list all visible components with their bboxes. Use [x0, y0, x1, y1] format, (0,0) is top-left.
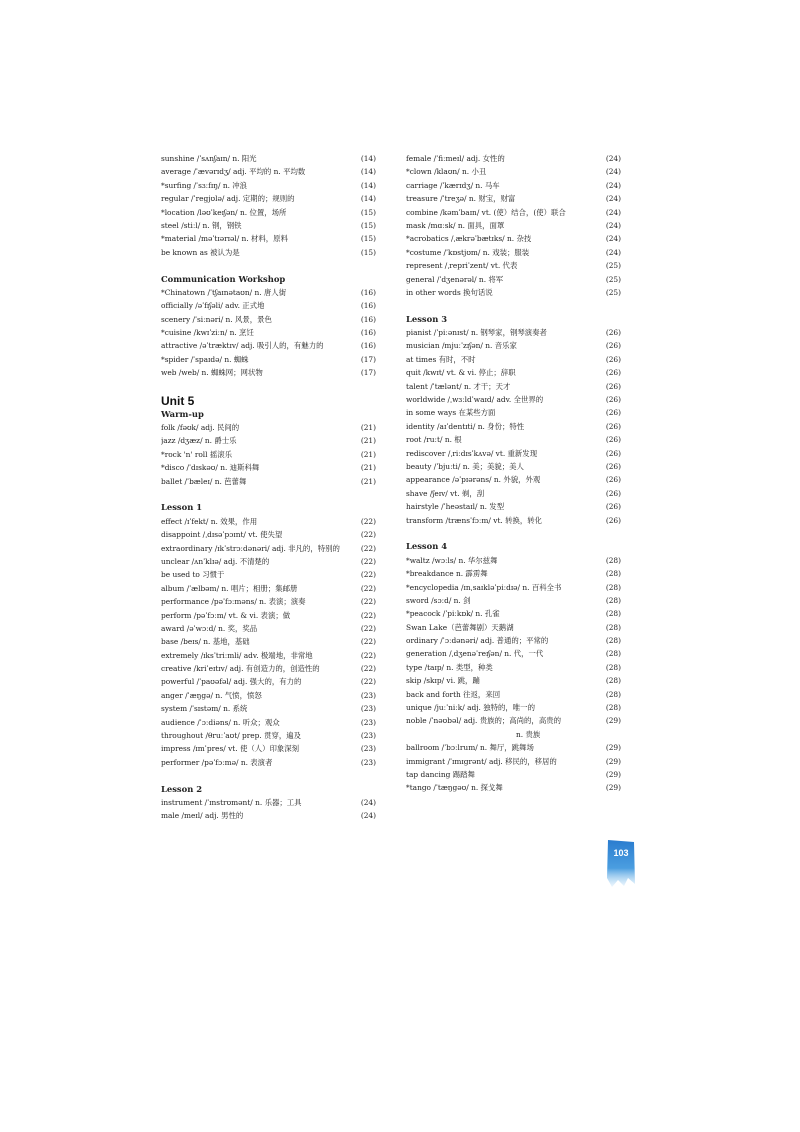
vocab-entry-text: impress /ɪmˈpres/ vt. 使（人）印象深刻 — [161, 744, 300, 754]
vocab-entry — [406, 594, 621, 607]
vocab-entry — [406, 554, 621, 567]
vocab-entry-text: hairstyle /ˈheəstaɪl/ n. 发型 — [406, 502, 505, 512]
vocab-entry-page-ref: (26) — [605, 435, 621, 445]
vocab-entry-page-ref: (15) — [360, 220, 376, 230]
vocab-entry-text: *tango /ˈtæŋgəʊ/ n. 探戈舞 — [406, 783, 503, 793]
vocab-entry-page-ref: (29) — [605, 783, 621, 793]
vocab-entry — [161, 582, 376, 595]
vocab-entry-page-ref: (22) — [360, 556, 376, 566]
vocab-entry-text: general /ˈdʒenərəl/ n. 将军 — [406, 274, 504, 284]
vocab-entry-page-ref: (28) — [605, 662, 621, 672]
vocab-entry — [406, 447, 621, 460]
vocab-entry-page-ref: (28) — [605, 595, 621, 605]
vocab-entry-text: Swan Lake（芭蕾舞剧）天鹅湖 — [406, 622, 514, 632]
vocab-entry-text: *peacock /ˈpiːkɒk/ n. 孔雀 — [406, 609, 500, 619]
vocab-entry-text: female /ˈfiːmeɪl/ adj. 女性的 — [406, 154, 505, 163]
vocab-entry-text: powerful /ˈpaʊəfəl/ adj. 强大的，有力的 — [161, 677, 302, 687]
vocab-entry — [406, 460, 621, 473]
vocab-entry-text: shave /ʃeɪv/ vt. 剃，刮 — [406, 488, 485, 498]
vocab-entry-page-ref: (24) — [360, 811, 376, 821]
vocab-entry-page-ref: (26) — [605, 475, 621, 485]
vocab-entry-text: pianist /ˈpiːənɪst/ n. 钢琴家，钢琴演奏者 — [406, 328, 547, 338]
vocab-entry-text: male /meɪl/ adj. 男性的 — [161, 811, 244, 821]
vocab-entry-text: album /ˈælbəm/ n. 唱片；相册；集邮册 — [161, 583, 298, 593]
vocab-entry — [161, 232, 376, 245]
vocab-entry-text: attractive /əˈtræktɪv/ adj. 吸引人的，有魅力的 — [161, 341, 324, 351]
vocab-entry-page-ref: (25) — [605, 287, 621, 297]
vocab-entry-text: extraordinary /ɪkˈstrɔːdənəri/ adj. 非凡的，特别的 — [161, 543, 340, 553]
vocab-entry-text: *surfing /ˈsɜːfɪŋ/ n. 冲浪 — [161, 180, 248, 190]
vocab-entry — [406, 634, 621, 647]
vocab-entry — [406, 755, 621, 768]
vocab-entry-text: *rock 'n' roll 摇滚乐 — [161, 449, 233, 459]
vocab-entry — [406, 192, 621, 205]
vocab-entry-page-ref: (22) — [360, 516, 376, 526]
vocab-entry — [161, 421, 376, 434]
vocab-entry-text: *material /məˈtɪərɪəl/ n. 材料，原料 — [161, 234, 288, 244]
vocab-entry-text: average /ˈævərɪdʒ/ adj. 平均的 n. 平均数 — [161, 167, 306, 177]
vocab-entry-page-ref: (22) — [360, 597, 376, 607]
vocab-entry-page-ref: (24) — [360, 797, 376, 807]
vocab-entry — [406, 339, 621, 352]
vocab-entry-text: steel /stiːl/ n. 钢，钢铁 — [161, 220, 242, 230]
vocab-entry — [161, 192, 376, 205]
vocab-entry-page-ref: (26) — [605, 368, 621, 378]
vocab-entry — [161, 716, 376, 729]
vocab-entry — [406, 393, 621, 406]
vocab-entry-page-ref: (21) — [360, 436, 376, 446]
vocab-entry-text: scenery /ˈsiːnəri/ n. 风景，景色 — [161, 314, 272, 324]
vocab-entry-page-ref: (16) — [360, 314, 376, 324]
vocab-entry-page-ref: (22) — [360, 530, 376, 540]
vocab-entry — [161, 595, 376, 608]
vocab-entry-page-ref: (28) — [605, 649, 621, 659]
vocab-entry — [406, 567, 621, 580]
vocab-entry-page-ref: (29) — [605, 769, 621, 779]
vocab-entry — [161, 313, 376, 326]
vocab-entry-text: generation /ˌdʒenəˈreɪʃən/ n. 代，一代 — [406, 649, 544, 659]
vocab-entry-page-ref: (26) — [605, 502, 621, 512]
vocab-entry — [161, 756, 376, 769]
vocab-entry-text: disappoint /ˌdɪsəˈpɔɪnt/ vt. 使失望 — [161, 530, 283, 540]
vocab-entry-text: *encyclopedia /ɪnˌsaɪkləˈpiːdɪə/ n. 百科全书 — [406, 582, 562, 592]
vocab-entry-page-ref: (16) — [360, 301, 376, 311]
lesson-4-list — [406, 554, 621, 795]
vocab-entry-page-ref: (26) — [605, 461, 621, 471]
vocab-entry-page-ref: (16) — [360, 287, 376, 297]
vocab-entry — [406, 420, 621, 433]
vocab-entry — [406, 661, 621, 674]
vocab-entry-text: carriage /ˈkærɪdʒ/ n. 马车 — [406, 180, 500, 190]
vocab-entry-page-ref: (24) — [605, 154, 621, 163]
vocab-entry — [161, 165, 376, 178]
vocab-entry-page-ref: (17) — [360, 368, 376, 378]
lesson-2-continued-list — [406, 152, 621, 299]
vocab-entry-text: in other words 换句话说 — [406, 287, 493, 297]
vocab-entry-page-ref: (16) — [360, 328, 376, 338]
vocab-entry-page-ref: (26) — [605, 488, 621, 498]
vocab-entry — [406, 781, 621, 794]
vocab-entry — [161, 246, 376, 259]
vocab-entry-page-ref: (22) — [360, 637, 376, 647]
vocab-entry — [161, 206, 376, 219]
vocab-entry — [161, 152, 376, 165]
vocab-entry-text: folk /fəʊk/ adj. 民间的 — [161, 423, 240, 433]
vocab-entry-page-ref: (26) — [605, 381, 621, 391]
vocab-entry-text: immigrant /ˈɪmɪgrənt/ adj. 移民的，移居的 — [406, 756, 557, 766]
vocab-entry — [406, 273, 621, 286]
vocab-entry — [406, 514, 621, 527]
vocab-entry-text: treasure /ˈtreʒə/ n. 财宝，财富 — [406, 194, 516, 204]
vocab-entry — [406, 674, 621, 687]
vocab-entry-page-ref: (14) — [360, 167, 376, 177]
vocab-entry-page-ref: (24) — [605, 167, 621, 177]
vocab-entry — [406, 246, 621, 259]
vocab-entry-text: performer /pəˈfɔːmə/ n. 表演者 — [161, 757, 273, 767]
vocab-entry — [161, 461, 376, 474]
vocab-entry-text: in some ways 在某些方面 — [406, 408, 496, 418]
vocab-entry-text: musician /mjuːˈzɪʃən/ n. 音乐家 — [406, 341, 517, 351]
vocab-entry — [406, 152, 621, 165]
vocab-entry-page-ref: (28) — [605, 703, 621, 713]
vocab-entry-text: beauty /ˈbjuːti/ n. 美；美貌；美人 — [406, 461, 524, 471]
vocab-entry-text: sword /sɔːd/ n. 剑 — [406, 595, 471, 605]
right-column — [406, 152, 621, 795]
vocab-entry — [406, 433, 621, 446]
vocab-entry-page-ref: (24) — [605, 234, 621, 244]
vocab-entry — [406, 219, 621, 232]
vocab-entry — [161, 809, 376, 822]
vocab-entry-text: skip /skɪp/ vi. 跳，蹦 — [406, 676, 480, 686]
vocab-entry-text: type /taɪp/ n. 类型，种类 — [406, 662, 493, 672]
vocab-entry — [406, 326, 621, 339]
vocab-entry-text: jazz /dʒæz/ n. 爵士乐 — [161, 436, 237, 446]
vocab-entry-text: creative /kriˈeɪtɪv/ adj. 有创造力的，创造性的 — [161, 664, 320, 674]
vocab-entry — [161, 742, 376, 755]
vocab-entry — [161, 515, 376, 528]
vocab-entry-text: performance /pəˈfɔːməns/ n. 表演；演奏 — [161, 597, 306, 607]
vocab-entry-text: tap dancing 踢踏舞 — [406, 769, 475, 779]
vocab-entry-text: audience /ˈɔːdiəns/ n. 听众；观众 — [161, 717, 280, 727]
vocab-entry-text: *spider /ˈspaɪdə/ n. 蜘蛛 — [161, 354, 249, 364]
vocab-entry — [161, 219, 376, 232]
left-column — [161, 152, 376, 823]
section-heading-lesson-2: Lesson 2 — [161, 783, 203, 794]
vocab-entry-text: extremely /ɪksˈtriːmli/ adv. 极端地，非常地 — [161, 650, 313, 660]
vocab-entry-page-ref: (21) — [360, 476, 376, 486]
vocab-entry-page-ref: (28) — [605, 676, 621, 686]
unit-title: Unit 5 — [161, 393, 195, 408]
vocab-entry-text: rediscover /ˌriːdɪsˈkʌvə/ vt. 重新发现 — [406, 448, 538, 458]
vocab-entry — [161, 286, 376, 299]
vocab-entry — [406, 353, 621, 366]
vocab-entry-page-ref: (25) — [605, 274, 621, 284]
vocab-entry-text: combine /kəmˈbaɪn/ vt. (使）结合，(使）联合 — [406, 207, 566, 217]
vocab-entry — [406, 206, 621, 219]
vocab-entry-page-ref: (29) — [605, 743, 621, 753]
vocab-entry-page-ref: (22) — [360, 650, 376, 660]
page-badge-shape-icon — [606, 838, 636, 888]
vocab-entry — [161, 179, 376, 192]
page-number-badge — [606, 838, 636, 888]
vocab-entry-text: talent /ˈtælənt/ n. 才干；天才 — [406, 381, 511, 391]
vocab-entry-text: web /web/ n. 蜘蛛网；网状物 — [161, 368, 263, 378]
vocab-entry — [161, 729, 376, 742]
vocab-entry-text: *location /ləʊˈkeɪʃən/ n. 位置，场所 — [161, 207, 287, 217]
vocab-entry — [161, 339, 376, 352]
vocab-entry-page-ref: (26) — [605, 354, 621, 364]
vocab-entry-text: regular /ˈregjʊlə/ adj. 定期的；规则的 — [161, 194, 295, 204]
vocab-entry-page-ref: (21) — [360, 449, 376, 459]
vocab-entry-page-ref: (24) — [605, 220, 621, 230]
vocab-entry-text: instrument /ˈɪnstrʊmənt/ n. 乐器；工具 — [161, 797, 302, 807]
vocab-entry-text: *acrobatics /ˌækrəˈbætɪks/ n. 杂技 — [406, 234, 532, 244]
vocab-entry-text: award /əˈwɔːd/ n. 奖，奖品 — [161, 623, 258, 633]
vocab-entry-page-ref: (29) — [605, 756, 621, 766]
vocab-entry — [406, 259, 621, 272]
vocab-entry-page-ref: (23) — [360, 757, 376, 767]
section-heading-lesson-3: Lesson 3 — [406, 313, 448, 324]
vocab-entry-page-ref: (15) — [360, 207, 376, 217]
vocab-entry — [161, 649, 376, 662]
page-number: 103 — [613, 848, 629, 858]
vocab-entry-text: be known as 被认为是 — [161, 247, 240, 257]
vocab-entry — [406, 741, 621, 754]
vocab-entry — [406, 473, 621, 486]
vocab-entry-page-ref: (17) — [360, 354, 376, 364]
vocab-entry-page-ref: (22) — [360, 583, 376, 593]
vocab-entry-text: sunshine /ˈsʌnʃaɪn/ n. 阳光 — [161, 154, 257, 163]
vocab-entry-text: quit /kwɪt/ vt. & vi. 停止；辞职 — [406, 368, 516, 378]
vocab-entry-page-ref: (24) — [605, 207, 621, 217]
vocab-entry-text: transform /trænsˈfɔːm/ vt. 转换，转化 — [406, 515, 543, 525]
vocab-entry — [406, 380, 621, 393]
vocab-entry — [161, 555, 376, 568]
vocab-entry — [161, 353, 376, 366]
vocab-entry-page-ref: (26) — [605, 328, 621, 338]
vocab-entry — [161, 689, 376, 702]
vocab-entry-page-ref: (26) — [605, 395, 621, 405]
lesson-1-list — [161, 515, 376, 769]
vocab-entry-page-ref: (28) — [605, 569, 621, 579]
vocab-entry — [406, 500, 621, 513]
vocab-entry-page-ref: (22) — [360, 677, 376, 687]
vocab-entry-page-ref: (22) — [360, 623, 376, 633]
vocab-entry-page-ref: (24) — [605, 247, 621, 257]
section-heading-lesson-1: Lesson 1 — [161, 502, 203, 513]
vocab-entry-page-ref: (22) — [360, 543, 376, 553]
vocab-entry — [406, 232, 621, 245]
vocab-entry-text: at times 有时，不时 — [406, 354, 476, 364]
vocab-entry-page-ref: (28) — [605, 582, 621, 592]
vocab-entry — [161, 448, 376, 461]
vocab-entry — [161, 366, 376, 379]
vocab-entry-text: identity /aɪˈdentɪti/ n. 身份；特性 — [406, 421, 525, 431]
vocab-entry-page-ref: (21) — [360, 423, 376, 433]
vocab-entry-text: ordinary /ˈɔːdənəri/ adj. 普通的；平常的 — [406, 636, 549, 646]
communication-workshop-list — [161, 286, 376, 380]
vocab-entry-text: ballroom /ˈbɔːlrum/ n. 舞厅，跳舞场 — [406, 743, 534, 753]
vocab-entry — [161, 434, 376, 447]
vocab-entry — [406, 728, 621, 741]
vocab-entry-text: be used to 习惯于 — [161, 570, 225, 580]
vocab-entry-page-ref: (14) — [360, 180, 376, 190]
vocab-entry-text: base /beɪs/ n. 基地，基础 — [161, 637, 250, 647]
vocab-entry — [161, 702, 376, 715]
vocab-entry-page-ref: (26) — [605, 408, 621, 418]
vocab-entry-page-ref: (23) — [360, 717, 376, 727]
vocab-entry-text: system /ˈsɪstəm/ n. 系统 — [161, 704, 248, 714]
vocab-entry-page-ref: (23) — [360, 731, 376, 741]
vocab-entry-page-ref: (14) — [360, 194, 376, 204]
vocab-entry-text: throughout /θruːˈaʊt/ prep. 贯穿，遍及 — [161, 731, 302, 741]
vocab-entry-page-ref: (15) — [360, 234, 376, 244]
vocab-entry-text: unique /juːˈniːk/ adj. 独特的，唯一的 — [406, 703, 535, 713]
vocab-entry-text: noble /ˈnəʊbəl/ adj. 贵族的；高尚的，高贵的 — [406, 716, 561, 726]
vocab-entry — [406, 701, 621, 714]
vocab-entry-text: *breakdance n. 霹雳舞 — [406, 569, 488, 579]
vocab-entry-text: unclear /ʌnˈklɪə/ adj. 不清楚的 — [161, 556, 270, 566]
lesson-2-list — [161, 796, 376, 823]
vocab-entry-page-ref: (24) — [605, 194, 621, 204]
vocab-entry-page-ref: (26) — [605, 448, 621, 458]
vocab-entry-text: perform /pəˈfɔːm/ vt. & vi. 表演；做 — [161, 610, 291, 620]
vocab-entry — [161, 609, 376, 622]
vocab-entry — [161, 662, 376, 675]
vocab-entry-text: ballet /ˈbæleɪ/ n. 芭蕾舞 — [161, 476, 247, 486]
vocab-entry — [406, 688, 621, 701]
vocab-entry — [406, 581, 621, 594]
vocab-entry-text: effect /ɪˈfekt/ n. 效果，作用 — [161, 516, 258, 526]
vocab-entry — [406, 714, 621, 727]
vocab-entry — [406, 286, 621, 299]
vocab-entry-page-ref: (14) — [360, 154, 376, 163]
vocab-entry-text: n. 贵族 — [516, 729, 541, 739]
vocab-entry-text: appearance /əˈpɪərəns/ n. 外貌，外观 — [406, 475, 541, 485]
vocab-entry-text: mask /mɑːsk/ n. 面具，面罩 — [406, 220, 505, 230]
vocab-entry — [406, 607, 621, 620]
vocab-entry-page-ref: (28) — [605, 689, 621, 699]
vocab-entry-page-ref: (23) — [360, 690, 376, 700]
vocab-entry — [161, 475, 376, 488]
vocab-entry — [161, 796, 376, 809]
vocab-entry-text: *cuisine /kwɪˈziːn/ n. 烹饪 — [161, 328, 254, 338]
vocab-entry-page-ref: (22) — [360, 664, 376, 674]
vocab-entry — [406, 768, 621, 781]
vocab-entry — [406, 366, 621, 379]
vocab-entry — [161, 622, 376, 635]
vocab-entry-page-ref: (25) — [605, 261, 621, 271]
vocab-entry — [406, 647, 621, 660]
vocab-entry — [406, 406, 621, 419]
vocab-entry-text: *waltz /wɔːls/ n. 华尔兹舞 — [406, 555, 498, 565]
vocab-entry-page-ref: (28) — [605, 555, 621, 565]
vocab-entry-page-ref: (23) — [360, 704, 376, 714]
vocab-entry-text: represent /ˌrepriˈzent/ vt. 代表 — [406, 261, 518, 271]
vocab-entry-text: officially /əˈfɪʃəli/ adv. 正式地 — [161, 301, 265, 311]
section-heading-lesson-4: Lesson 4 — [406, 541, 448, 552]
vocab-entry-page-ref: (28) — [605, 636, 621, 646]
vocab-entry — [161, 299, 376, 312]
vocab-entry — [161, 528, 376, 541]
unit4-tail-list — [161, 152, 376, 259]
vocab-entry-page-ref: (23) — [360, 744, 376, 754]
vocab-entry-page-ref: (16) — [360, 341, 376, 351]
vocab-entry-page-ref: (24) — [605, 180, 621, 190]
vocab-entry — [161, 675, 376, 688]
vocab-entry — [406, 165, 621, 178]
warm-up-list — [161, 421, 376, 488]
vocab-entry — [161, 326, 376, 339]
vocab-entry — [406, 621, 621, 634]
vocab-entry-text: *costume /ˈkɒstjʊm/ n. 戏装；服装 — [406, 247, 530, 257]
vocab-entry-text: *clown /klaʊn/ n. 小丑 — [406, 167, 487, 177]
vocab-entry-page-ref: (26) — [605, 341, 621, 351]
vocab-entry-text: anger /ˈæŋgə/ n. 气愤，愤怒 — [161, 690, 262, 700]
vocab-entry-page-ref: (15) — [360, 247, 376, 257]
vocab-entry-text: back and forth 往返，来回 — [406, 689, 501, 699]
vocab-entry — [161, 542, 376, 555]
lesson-3-list — [406, 326, 621, 527]
vocab-entry-text: *disco /ˈdɪskəʊ/ n. 迪斯科舞 — [161, 463, 260, 473]
vocab-entry-page-ref: (22) — [360, 610, 376, 620]
vocab-entry — [406, 487, 621, 500]
section-heading-warm-up: Warm-up — [161, 408, 204, 419]
vocab-entry-page-ref: (26) — [605, 515, 621, 525]
vocab-entry-page-ref: (28) — [605, 609, 621, 619]
vocab-entry-page-ref: (21) — [360, 463, 376, 473]
vocab-entry — [161, 568, 376, 581]
vocab-entry-page-ref: (28) — [605, 622, 621, 632]
vocab-entry — [161, 635, 376, 648]
vocab-entry-text: root /ruːt/ n. 根 — [406, 435, 462, 445]
vocab-entry — [406, 179, 621, 192]
section-heading-communication-workshop: Communication Workshop — [161, 273, 286, 284]
vocab-entry-text: worldwide /ˌwɜːldˈwaɪd/ adv. 全世界的 — [406, 395, 544, 405]
vocab-entry-page-ref: (26) — [605, 421, 621, 431]
vocab-entry-text: *Chinatown /ˈtʃaɪnətaʊn/ n. 唐人街 — [161, 287, 287, 297]
vocab-entry-page-ref: (29) — [605, 716, 621, 726]
vocab-entry-page-ref: (22) — [360, 570, 376, 580]
